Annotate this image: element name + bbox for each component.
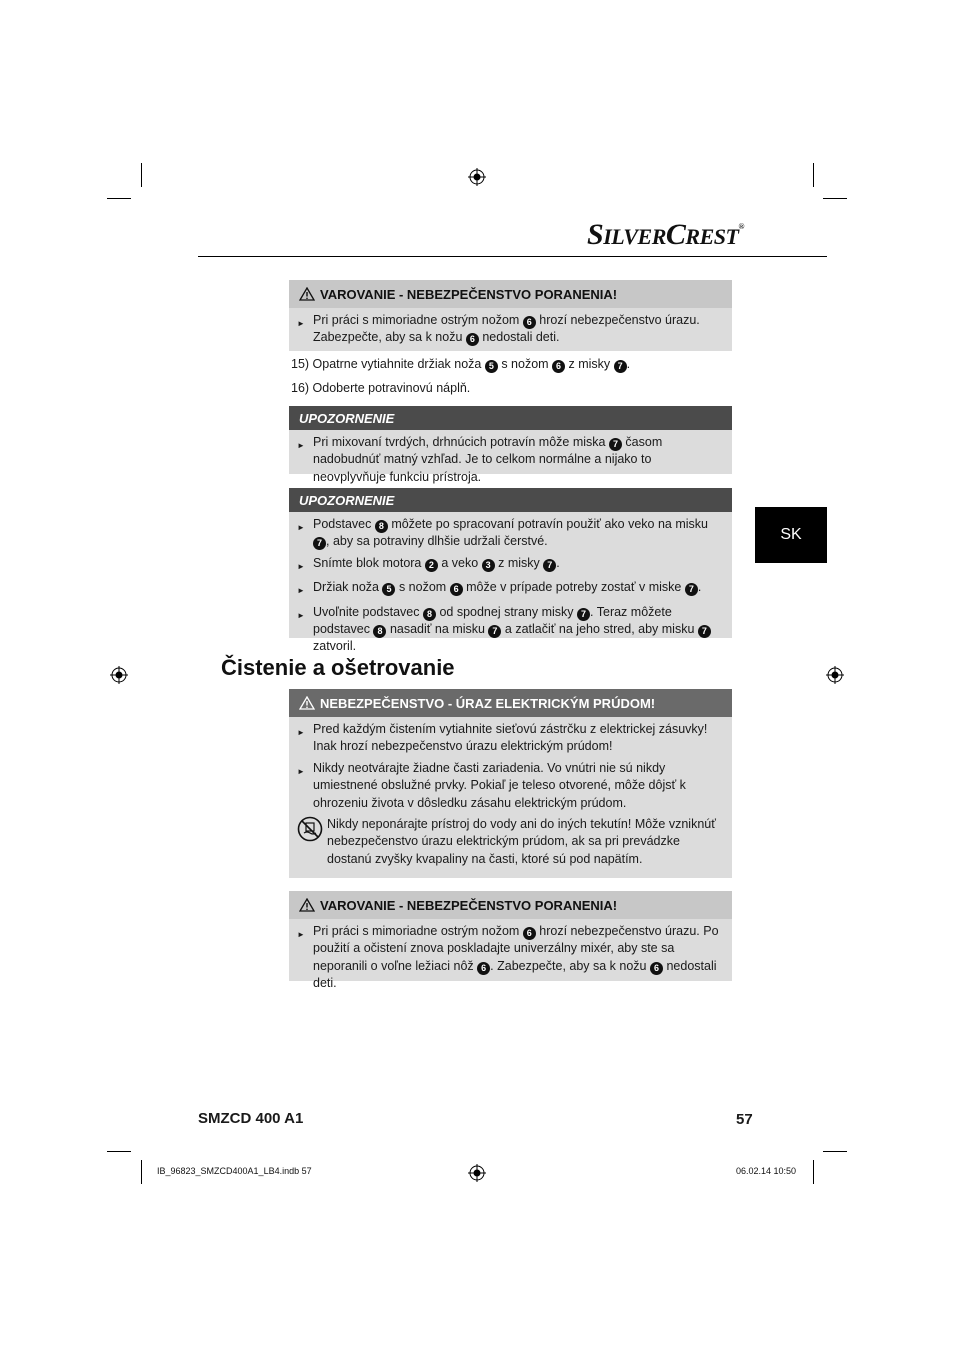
list-item <box>297 516 724 551</box>
warning-triangle-icon <box>299 898 315 912</box>
crop-mark <box>813 163 814 187</box>
no-immerse-icon <box>297 816 323 842</box>
arrow-bullet-icon: ► <box>297 728 305 737</box>
list-item <box>297 604 724 656</box>
part-number-badge: 6 <box>477 962 490 975</box>
section-title: Čistenie a ošetrovanie <box>221 655 455 680</box>
slug-file: IB_96823_SMZCD400A1_LB4.indb 57 <box>157 1166 312 1176</box>
part-number-badge: 6 <box>523 927 536 940</box>
crop-mark <box>141 1160 142 1184</box>
warning-header <box>289 280 732 308</box>
danger-body <box>289 717 732 872</box>
list-item-text: Pri práci s mimoriadne ostrým nožom 6 hrozí nebezpečenstvo úrazu. Po použití a očistení znova poskladajte univerzálny mixér, aby ste sa neporanili o voľne ležiaci nôž 6 . Zabezpečte, aby sa k nožu 6 nedostali deti. <box>313 924 719 991</box>
part-number-badge: 7 <box>609 438 622 451</box>
crop-mark <box>823 198 847 199</box>
arrow-bullet-icon: ► <box>297 586 305 596</box>
warning-triangle-icon <box>299 287 315 301</box>
part-number-badge: 6 <box>523 316 536 329</box>
danger-list <box>297 721 724 812</box>
note-list <box>289 430 732 494</box>
model-number: SMZCD 400 A1 <box>198 1110 304 1127</box>
list-item-text: Uvoľnite podstavec 8 od spodnej strany misky 7 . Teraz môžete podstavec 8 nasadiť na misku 7 a zatlačiť na jeho stred, aby misku 7 zatvoril. <box>313 604 724 656</box>
arrow-bullet-icon: ► <box>297 766 305 776</box>
list-item <box>297 760 724 812</box>
part-number-badge: 7 <box>685 583 698 596</box>
note-header: UPOZORNENIE <box>289 406 732 430</box>
note-box-1 <box>289 406 732 484</box>
no-immerse-text: Nikdy neponárajte prístroj do vody ani do iných tekutín! Môže vzniknúť nebezpečenstvo úrazu elektrickým prúdom, ak sa pri prevádzke dostanú zvyšky kvapaliny na časti, ktoré sú pod napätím. <box>327 817 716 866</box>
crop-mark <box>107 1151 131 1152</box>
warning-title: VAROVANIE - NEBEZPEČENSTVO PORANENIA! <box>320 286 618 302</box>
danger-box-electric <box>289 689 732 878</box>
list-item-text: Nikdy neotvárajte žiadne časti zariadenia. Vo vnútri nie sú nikdy umiestnené obslužné prvky. Pokiaľ je teleso otvorené, môže dôjsť k ohrozeniu života v dôsledku zásahu elektrickým prúdom. <box>313 760 686 810</box>
list-item <box>297 434 724 486</box>
list-item-text: Pred každým čistením vytiahnite sieťovú zástrčku z elektrickej zásuvky! Inak hrozí nebezpečenstvo úrazu elektrickým prúdom! <box>313 722 708 754</box>
part-number-badge: 6 <box>650 962 663 975</box>
list-item-text: Podstavec 8 môžete po spracovaní potravín použiť ako veko na misku 7 , aby sa potraviny dlhšie udržali čerstvé. <box>313 517 708 549</box>
danger-header <box>289 689 732 717</box>
part-number-badge: 6 <box>450 583 463 596</box>
part-number-badge: 7 <box>488 625 501 638</box>
registration-mark-icon <box>468 168 486 186</box>
list-item <box>297 555 724 575</box>
warning-triangle-icon <box>299 696 315 710</box>
list-item <box>297 579 724 599</box>
danger-title: NEBEZPEČENSTVO - ÚRAZ ELEKTRICKÝM PRÚDOM! <box>320 695 656 711</box>
registration-mark-icon <box>468 1164 486 1182</box>
crop-mark <box>141 163 142 187</box>
part-number-badge: 7 <box>577 608 590 621</box>
crop-mark <box>823 1151 847 1152</box>
list-item-text: Držiak noža 5 s nožom 6 môže v prípade potreby zostať v miske 7 . <box>313 580 702 595</box>
note-header: UPOZORNENIE <box>289 488 732 512</box>
no-immerse-note <box>297 816 724 868</box>
arrow-bullet-icon: ► <box>297 441 305 450</box>
part-number-badge: 8 <box>423 608 436 621</box>
list-item-text: Pri mixovaní tvrdých, drhnúcich potravín môže miska 7 časom nadobudnúť matný vzhľad. Je to celkom normálne a nijako to neovplyvňuje funkciu prístroja. <box>313 435 663 484</box>
crop-mark <box>107 198 131 199</box>
arrow-bullet-icon: ► <box>297 930 305 939</box>
part-number-badge: 7 <box>543 559 556 572</box>
list-item-text: Pri práci s mimoriadne ostrým nožom 6 hrozí nebezpečenstvo úrazu. Zabezpečte, aby sa k nožu 6 nedostali deti. <box>313 313 700 345</box>
step-16: 16) Odoberte potravinovú náplň. <box>291 381 471 395</box>
list-item <box>297 923 724 993</box>
warning-list <box>289 308 732 355</box>
registration-mark-icon <box>826 666 844 684</box>
warning-header <box>289 891 732 919</box>
page-number: 57 <box>736 1111 753 1128</box>
warning-box-injury <box>289 280 732 351</box>
part-number-badge: 7 <box>313 537 326 550</box>
warning-title: VAROVANIE - NEBEZPEČENSTVO PORANENIA! <box>320 897 618 913</box>
warning-list <box>289 919 732 1001</box>
part-number-badge: 6 <box>466 333 479 346</box>
slug-date: 06.02.14 10:50 <box>736 1166 797 1176</box>
list-item <box>297 312 724 347</box>
part-number-badge: 5 <box>485 360 498 373</box>
header-rule <box>198 256 827 257</box>
part-number-badge: 7 <box>698 625 711 638</box>
crop-mark <box>813 1160 814 1184</box>
part-number-badge: 6 <box>552 360 565 373</box>
brand-logo: SILVERCREST® <box>587 218 744 251</box>
arrow-bullet-icon: ► <box>297 610 305 620</box>
list-item <box>297 721 724 756</box>
note-list <box>289 512 732 664</box>
part-number-badge: 5 <box>382 583 395 596</box>
part-number-badge: 8 <box>373 625 386 638</box>
language-tab: SK <box>755 507 827 563</box>
part-number-badge: 3 <box>482 559 495 572</box>
note-box-2 <box>289 488 732 654</box>
part-number-badge: 8 <box>375 520 388 533</box>
list-item-text: Snímte blok motora 2 a veko 3 z misky 7 . <box>313 555 560 570</box>
registration-mark-icon <box>110 666 128 684</box>
arrow-bullet-icon: ► <box>297 561 305 571</box>
arrow-bullet-icon: ► <box>297 319 305 328</box>
step-15: 15) Opatrne vytiahnite držiak noža 5 s nožom 6 z misky 7 . <box>291 357 631 371</box>
arrow-bullet-icon: ► <box>297 523 305 532</box>
warning-box-injury-2 <box>289 891 732 991</box>
part-number-badge: 2 <box>425 559 438 572</box>
part-number-badge: 7 <box>614 360 627 373</box>
